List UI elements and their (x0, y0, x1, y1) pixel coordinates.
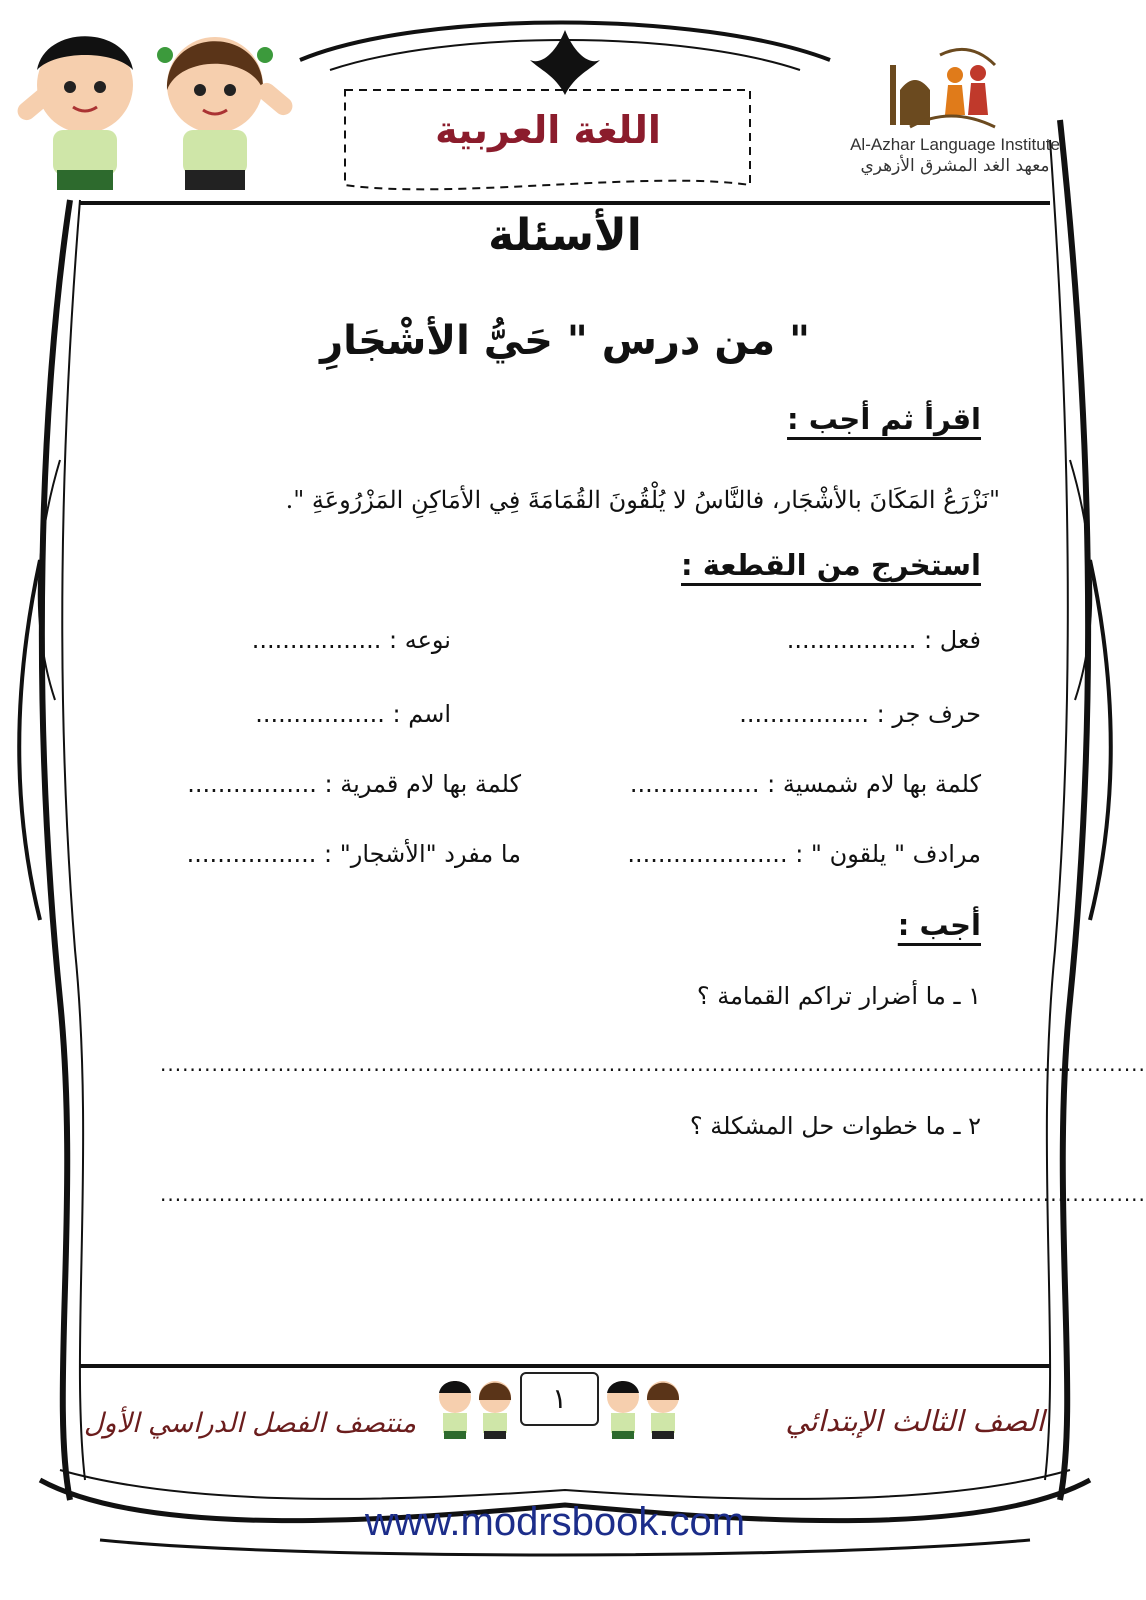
field-synonym[interactable]: مرادف " يلقون " : ..................... (627, 840, 981, 868)
field-solar-lam[interactable]: كلمة بها لام شمسية : ................. (629, 770, 981, 798)
page-heading: الأسئلة (488, 210, 642, 261)
logo-text-english: Al-Azhar Language Institute (850, 135, 1060, 154)
field-singular[interactable]: ما مفرد "الأشجار" : ................. (186, 840, 521, 868)
footer-kids-left-icon (430, 1375, 520, 1450)
field-verb-type[interactable]: نوعه : ................. (251, 626, 451, 654)
field-preposition[interactable]: حرف جر : ................. (739, 700, 981, 728)
section-read-answer-heading: اقرأ ثم أجب : (787, 402, 981, 436)
lesson-title: من درس " حَيُّ الأشْجَارِ " (320, 318, 810, 364)
field-verb[interactable]: فعل : ................. (786, 626, 981, 654)
question-1: ١ ـ ما أضرار تراكم القمامة ؟ (696, 982, 981, 1010)
footer-term: منتصف الفصل الدراسي الأول (83, 1408, 417, 1439)
page-number: ١ (520, 1372, 599, 1426)
website-watermark[interactable]: www.modrsbook.com (364, 1500, 746, 1544)
field-noun[interactable]: اسم : ................. (255, 700, 451, 728)
kids-illustration (5, 15, 305, 205)
section-extract-heading: استخرج من القطعة : (681, 548, 981, 582)
subject-title: اللغة العربية (435, 108, 661, 152)
answer-line-1[interactable]: ...................................................................................................................................... (160, 1052, 1146, 1076)
logo-text-arabic: معهد الغد المشرق الأزهري (860, 156, 1050, 176)
field-lunar-lam[interactable]: كلمة بها لام قمرية : ................. (187, 770, 521, 798)
institute-logo-icon (880, 45, 1000, 135)
question-2: ٢ ـ ما خطوات حل المشكلة ؟ (689, 1112, 981, 1140)
footer-grade: الصف الثالث الإبتدائي (785, 1404, 1045, 1438)
reading-passage: "نَزْرَعُ المَكَانَ بالأشْجَار، فالنَّاسُ لا يُلْقُونَ القُمَامَةَ فِي الأمَاكِنِ المَزْرُوعَةِ ". (285, 486, 1000, 514)
section-answer-heading: أجب : (897, 908, 981, 942)
answer-line-2[interactable]: ...................................................................................................................................... (160, 1182, 1146, 1206)
footer-kids-right-icon (598, 1375, 688, 1450)
